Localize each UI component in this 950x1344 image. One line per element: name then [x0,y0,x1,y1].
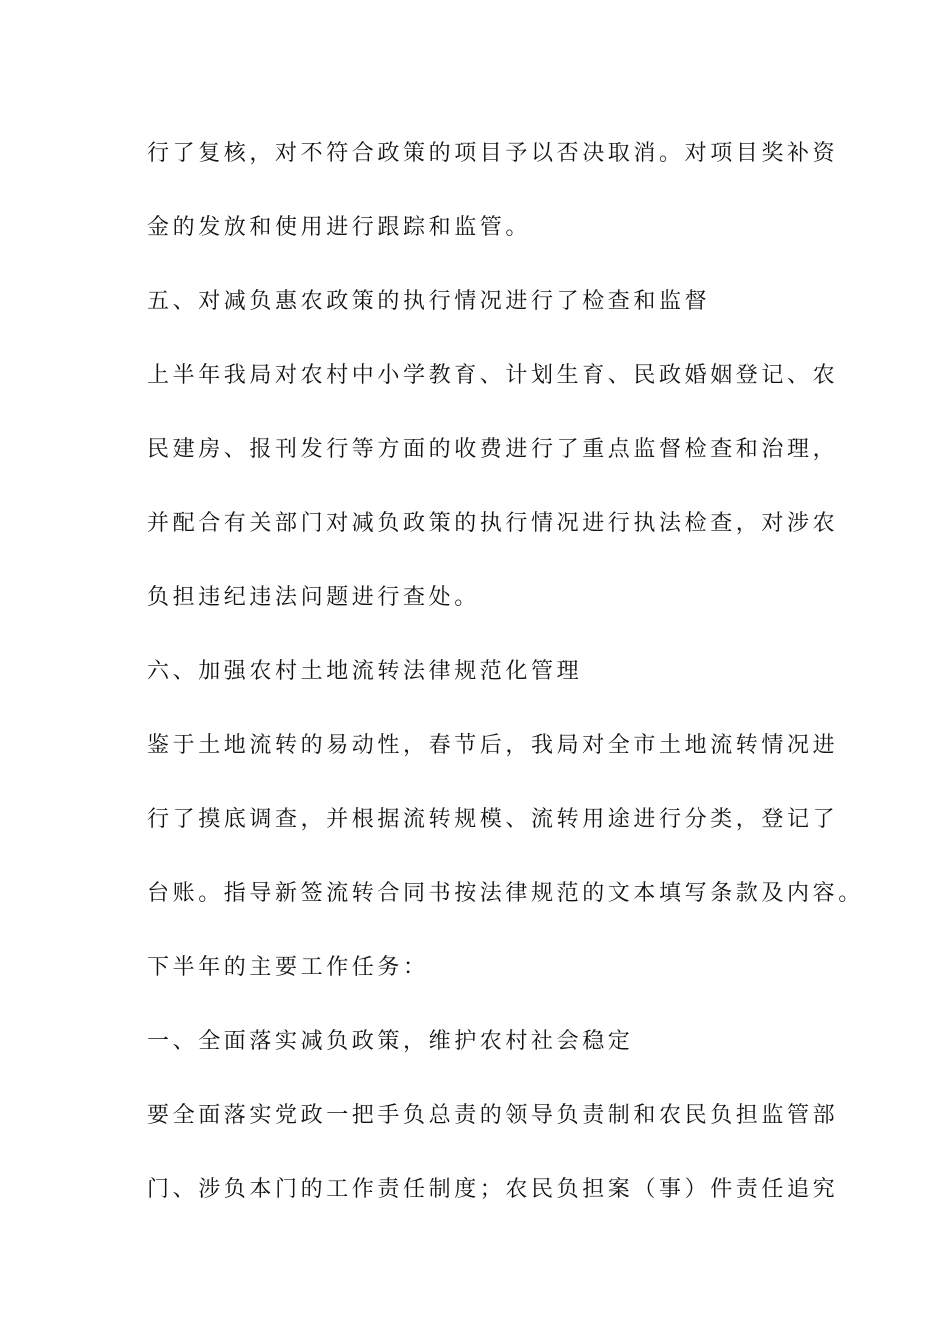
section-heading: 五、对减负惠农政策的执行情况进行了检查和监督 [147,289,711,314]
section-heading: 下半年的主要工作任务： [147,955,429,980]
section-heading: 一、全面落实减负政策，维护农村社会稳定 [147,1029,634,1054]
text-line: 上半年我局对农村中小学教育、计划生育、民政婚姻登记、农 [147,363,839,388]
text-line: 要全面落实党政一把手负总责的领导负责制和农民负担监管部 [147,1103,839,1128]
text-line: 鉴于土地流转的易动性，春节后，我局对全市土地流转情况进 [147,733,839,758]
text-line: 民建房、报刊发行等方面的收费进行了重点监督检查和治理， [147,437,839,462]
section-heading: 六、加强农村土地流转法律规范化管理 [147,659,583,684]
text-line: 门、涉负本门的工作责任制度；农民负担案（事）件责任追究 [147,1177,839,1202]
text-line: 负担违纪违法问题进行查处。 [147,585,480,610]
text-line: 台账。指导新签流转合同书按法律规范的文本填写条款及内容。 [147,881,864,906]
text-line: 行了复核，对不符合政策的项目予以否决取消。对项目奖补资 [147,141,839,166]
text-line: 金的发放和使用进行跟踪和监管。 [147,215,532,240]
text-line: 并配合有关部门对减负政策的执行情况进行执法检查，对涉农 [147,511,839,536]
text-line: 行了摸底调查，并根据流转规模、流转用途进行分类，登记了 [147,807,839,832]
